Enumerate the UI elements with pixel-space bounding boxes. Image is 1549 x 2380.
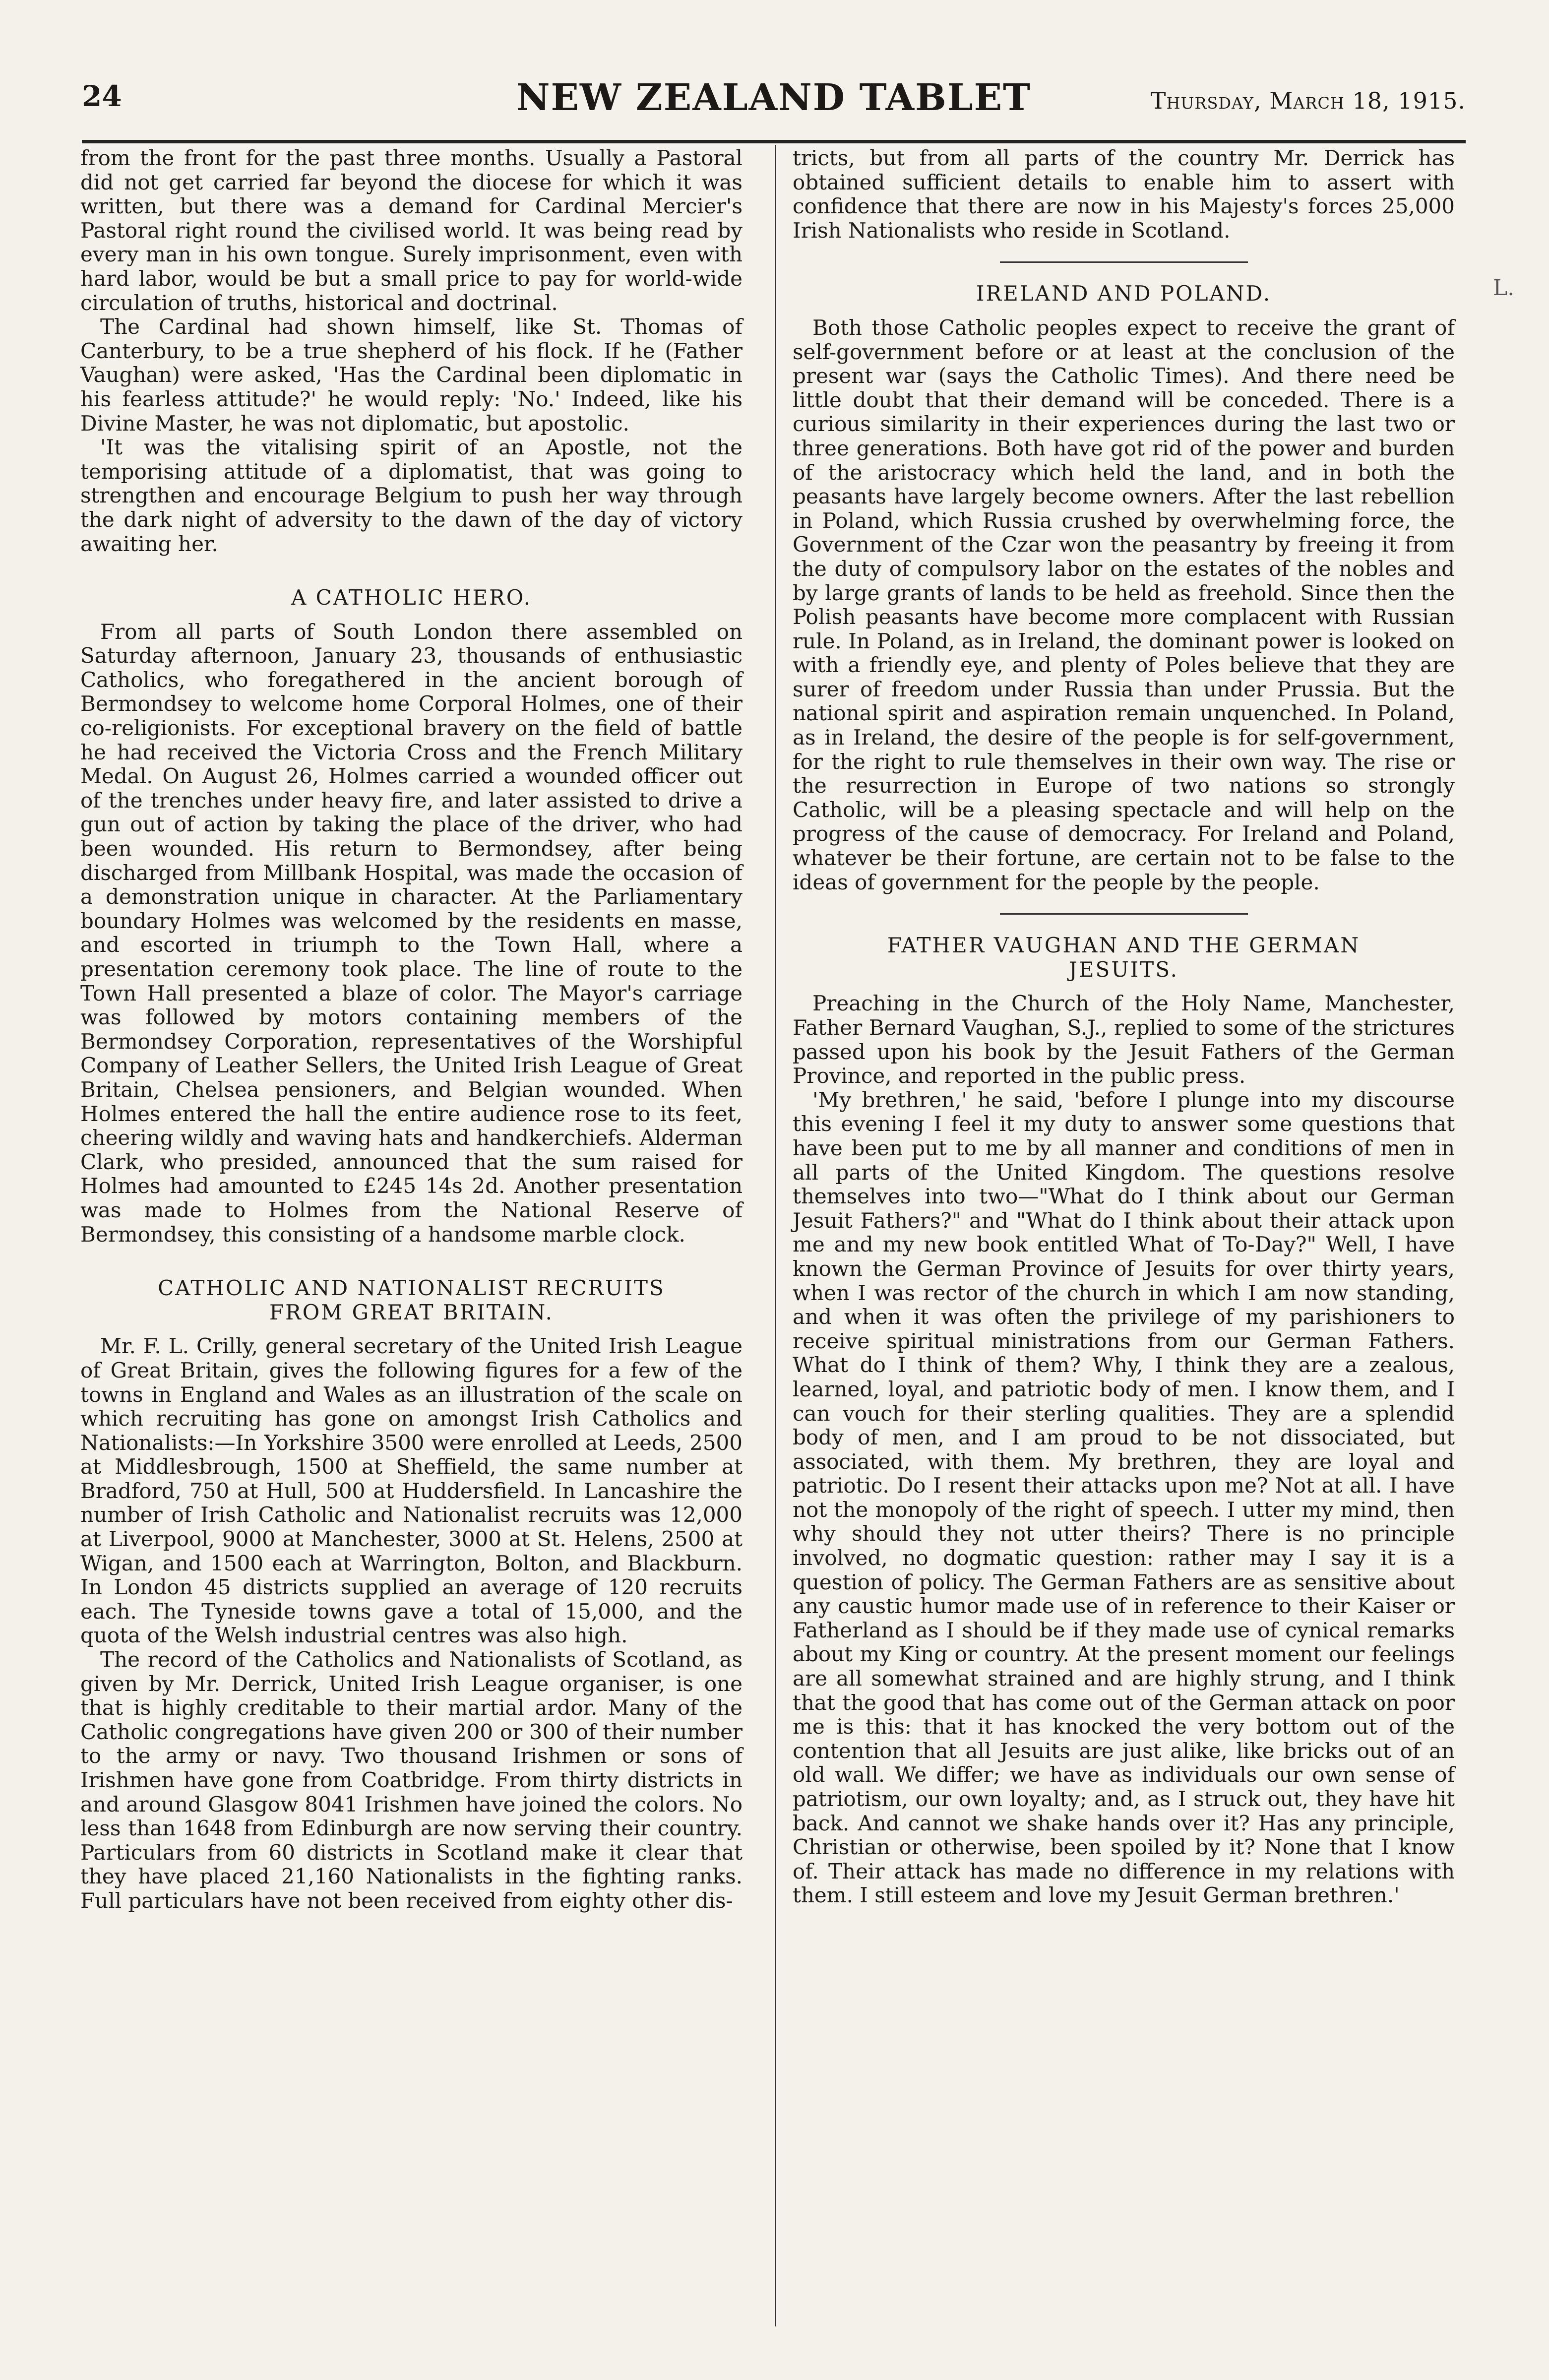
paragraph: Both those Catholic peoples expect to receive the grant of self-government before or at least at the conclusion of the present war (says the Catholic Times). And there need be little doubt that their demand will be conceded. There is a curious similarity in their experiences during the last two or three generations. Both have got rid of the power and burden of the aristocracy which held the land, and in both the peasants have largely become owners. After the last rebellion in Poland, which Russia crushed by overwhelming force, the Government of the Czar won the peasantry by freeing it from the duty of compulsory labor on the estates of the nobles and by large grants of lands to be held as freehold. Since then the Polish peasants have become more complacent with Russian rule. In Poland, as in Ireland, the dominant power is looked on with a friendly eye, and plenty of Poles believe that they are surer of freedom under Russia than under Prussia. But the national spirit and aspiration remain unquenched. In Poland, as in Ireland, the desire of the people is for self-government, for the right to rule themselves in their own way. The rise or the resurrection in Europe of two nations so strongly Catholic, will be a pleasing spectacle and will help on the progress of the cause of democracy. For Ireland and Poland, whatever be their fortune, are certain not to be false to the ideas of government for the people by the people.: [793, 315, 1455, 894]
right-column: [793, 146, 1455, 1908]
margin-annotation: L.: [1493, 275, 1515, 301]
page-header: [82, 74, 1466, 134]
heading-line: JESUITS.: [1069, 957, 1178, 982]
paragraph: 'It was the vitalising spirit of an Apostle, not the temporising attitude of a diplomatist, that was going to strengthen and encourage Belgium to push her way through the dark night of adversity to the dawn of the day of victory awaiting her.: [80, 435, 743, 556]
paragraph: from the front for the past three months. Usually a Pastoral did not get carried far beyond the diocese for which it was written, but there was a demand for Cardinal Mercier's Pastoral right round the civilised world. It was being read by every man in his own tongue. Surely imprisonment, even with hard labor, would be but a small price to pay for world-wide circulation of truths, historical and doctrinal.: [80, 146, 743, 315]
left-column: [80, 146, 743, 1913]
issue-date: Thursday, March 18, 1915.: [1150, 87, 1466, 114]
heading-line: FROM GREAT BRITAIN.: [269, 1300, 554, 1324]
header-rule: [82, 140, 1466, 143]
paragraph: The record of the Catholics and Nationalists of Scotland, as given by Mr. Derrick, United Irish League organiser, is one that is highly creditable to their martial ardor. Many of the Catholic congregations have given 200 or 300 of their number to the army or navy. Two thousand Irishmen or sons of Irishmen have gone from Coatbridge. From thirty districts in and around Glasgow 8041 Irishmen have joined the colors. No less than 1648 from Edinburgh are now serving their country. Particulars from 60 districts in Scotland make it clear that they have placed 21,160 Nationalists in the fighting ranks. Full particulars have not been received from eighty other dis-: [80, 1647, 743, 1913]
paragraph: From all parts of South London there assembled on Saturday afternoon, January 23, thousands of enthusiastic Catholics, who foregathered in the ancient borough of Bermondsey to welcome home Corporal Holmes, one of their co-religionists. For exceptional bravery on the field of battle he had received the Victoria Cross and the French Military Medal. On August 26, Holmes carried a wounded officer out of the trenches under heavy fire, and later assisted to drive a gun out of action by taking the place of the driver, who had been wounded. His return to Bermondsey, after being discharged from Millbank Hospital, was made the occasion of a demonstration unique in character. At the Parliamentary boundary Holmes was welcomed by the residents en masse, and escorted in triumph to the Town Hall, where a presentation ceremony took place. The line of route to the Town Hall presented a blaze of color. The Mayor's carriage was followed by motors containing members of the Bermondsey Corporation, representatives of the Worshipful Company of Leather Sellers, the United Irish League of Great Britain, Chelsea pensioners, and Belgian wounded. When Holmes entered the hall the entire audience rose to its feet, cheering wildly and waving hats and handkerchiefs. Alderman Clark, who presided, announced that the sum raised for Holmes had amounted to £245 14s 2d. Another presentation was made to Holmes from the National Reserve of Bermondsey, this consisting of a handsome marble clock.: [80, 619, 743, 1247]
section-heading-recruits: [80, 1276, 743, 1324]
section-heading-vaughan: [793, 934, 1455, 982]
section-heading-catholic-hero: A CATHOLIC HERO.: [291, 585, 532, 610]
paragraph: The Cardinal had shown himself, like St. Thomas of Canterbury, to be a true shepherd of his flock. If he (Father Vaughan) were asked, 'Has the Cardinal been diplomatic in his fearless attitude?' he would reply: 'No.' Indeed, like his Divine Master, he was not diplomatic, but apostolic.: [80, 314, 743, 436]
paragraph: Mr. F. L. Crilly, general secretary of the United Irish League of Great Britain, gives the following figures for a few of the towns in England and Wales as an illustration of the scale on which recruiting has gone on amongst Irish Catholics and Nationalists:—In Yorkshire 3500 were enrolled at Leeds, 2500 at Middlesbrough, 1500 at Sheffield, the same number at Bradford, 750 at Hull, 500 at Huddersfield. In Lancashire the number of Irish Catholic and Nationalist recruits was 12,000 at Liverpool, 9000 at Manchester, 3000 at St. Helens, 2500 at Wigan, and 1500 each at Warrington, Bolton, and Blackburn. In London 45 districts supplied an average of 120 recruits each. The Tyneside towns gave a total of 15,000, and the quota of the Welsh industrial centres was also high.: [80, 1334, 743, 1648]
heading-line: FATHER VAUGHAN AND THE GERMAN: [887, 933, 1361, 958]
page-number: 24: [82, 79, 122, 113]
section-heading-ireland-poland: IRELAND AND POLAND.: [976, 281, 1272, 306]
paragraph: Preaching in the Church of the Holy Name, Manchester, Father Bernard Vaughan, S.J., replied to some of the strictures passed upon his book by the Jesuit Fathers of the German Province, and reported in the public press.: [793, 991, 1455, 1088]
paragraph: 'My brethren,' he said, 'before I plunge into my discourse this evening I feel it my duty to answer some questions that have been put to me by all manner and conditions of men in all parts of the United Kingdom. The questions resolve themselves into two—"What do I think about our German Jesuit Fathers?" and "What do I think about their attack upon me and my new book entitled What of To-Day?" Well, I have known the German Province of Jesuits for over thirty years, when I was rector of the church in which I am now standing, and when it was often the privilege of my parishioners to receive spiritual ministrations from our German Fathers. What do I think of them? Why, I think they are a zealous, learned, loyal, and patriotic body of men. I know them, and I can vouch for their sterling qualities. They are a splendid body of men, and I am proud to be not dissociated, but associated, with them. My brethren, they are loyal and patriotic. Do I resent their attacks upon me? Not at all. I have not the monopoly of the right of speech. I utter my mind, then why should they not utter theirs? There is no principle involved, no dogmatic question: rather may I say it is a question of policy. The German Fathers are as sensitive about any caustic humor made use of in reference to their Kaiser or Fatherland as I should be if they made use of cynical remarks about my King or country. At the present moment our feelings are all somewhat strained and are highly strung, and I think that the good that has come out of the German attack on poor me is this: that it has knocked the very bottom out of the contention that all Jesuits are just alike, like bricks out of an old wall. We differ; we have as individuals our own sense of patriotism, our own loyalty; and, as I struck out, they have hit back. And cannot we shake hands over it? Has any principle, Christian or otherwise, been spoiled by it? None that I know of. Their attack has made no difference in my relations with them. I still esteem and love my Jesuit German brethren.': [793, 1087, 1455, 1908]
paragraph: tricts, but from all parts of the country Mr. Derrick has obtained sufficient details to enable him to assert with confidence that there are now in his Majesty's forces 25,000 Irish Nationalists who reside in Scotland.: [793, 146, 1455, 243]
heading-line: CATHOLIC AND NATIONALIST RECRUITS: [158, 1276, 665, 1301]
column-divider: [775, 145, 776, 2326]
masthead-title: NEW ZEALAND TABLET: [516, 76, 1032, 119]
